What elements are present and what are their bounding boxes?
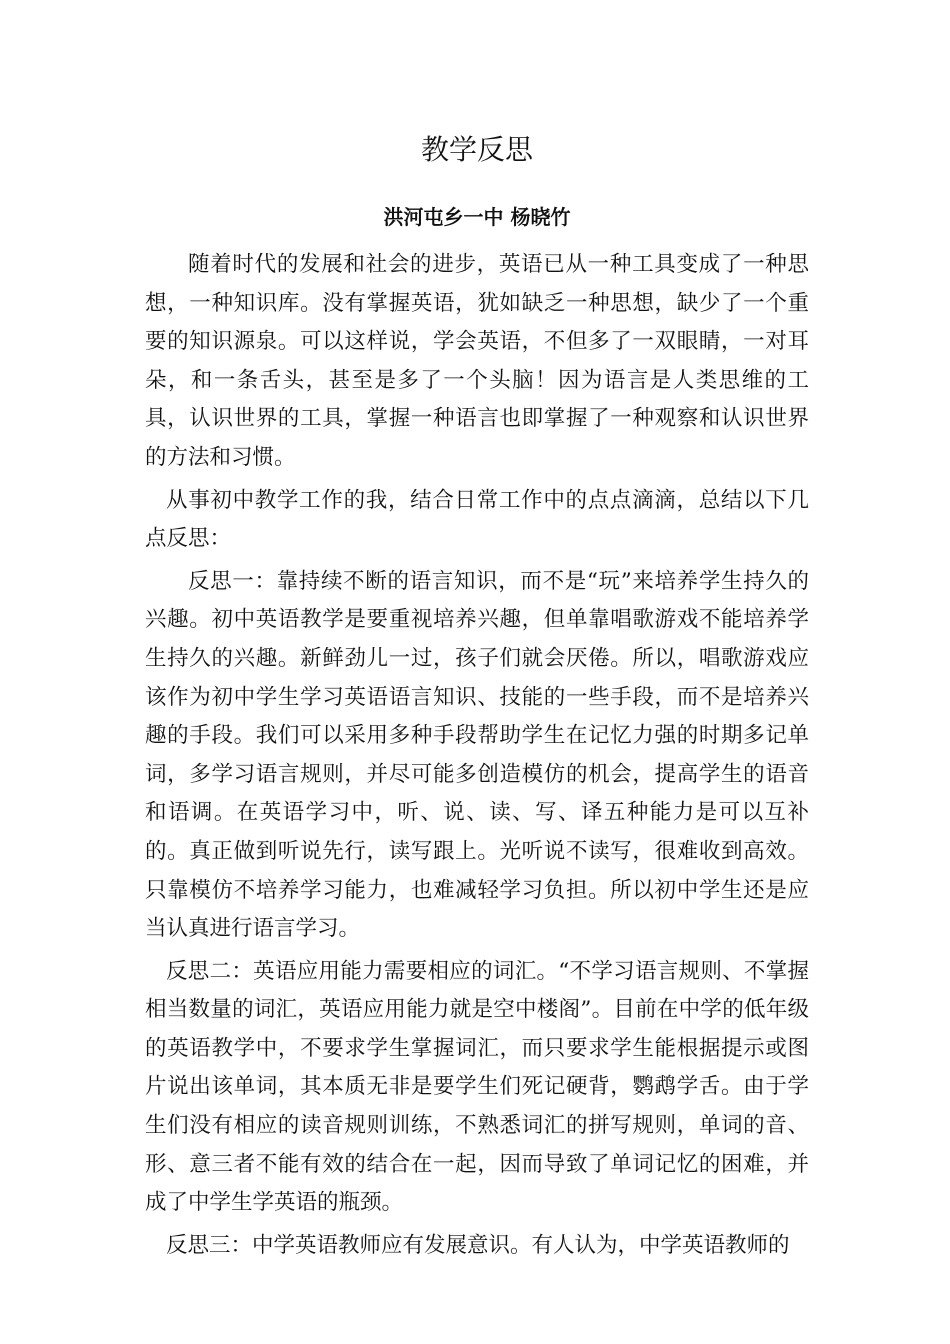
paragraph-reflection-1: 反思一：靠持续不断的语言知识，而不是“玩”来培养学生持久的兴趣。初中英语教学是要重视培养兴趣，但单靠唱歌游戏不能培养学生持久的兴趣。新鲜劲儿一过，孩子们就会厌倦。所以，唱歌游戏应该作为初中学生学习英语语言知识、技能的一些手段，而不是培养兴趣的手段。我们可以采用多种手段帮助学生在记忆力强的时期多记单词，多学习语言规则，并尽可能多创造模仿的机会，提高学生的语音和语调。在英语学习中，听、说、读、写、译五种能力是可以互补的。真正做到听说先行，读写跟上。光听说不读写，很难收到高效。只靠模仿不培养学习能力，也难减轻学习负担。所以初中学生还是应当认真进行语言学习。 <box>145 568 809 942</box>
paragraph-summary: 从事初中教学工作的我，结合日常工作中的点点滴滴，总结以下几点反思： <box>145 487 809 552</box>
document-author: 洪河屯乡一中 杨晓竹 <box>383 205 571 229</box>
paragraph-reflection-2: 反思二：英语应用能力需要相应的词汇。“不学习语言规则、不掌握相当数量的词汇，英语应用能力就是空中楼阁”。目前在中学的低年级的英语教学中，不要求学生掌握词汇，而只要求学生能根据提示或图片说出该单词，其本质无非是要学生们死记硬背，鹦鹉学舌。由于学生们没有相应的读音规则训练，不熟悉词汇的拼写规则，单词的音、形、意三者不能有效的结合在一起，因而导致了单词记忆的困难，并成了中学生学英语的瓶颈。 <box>145 958 809 1216</box>
document-page <box>145 128 809 1269</box>
paragraph-intro: 随着时代的发展和社会的进步，英语已从一种工具变成了一种思想，一种知识库。没有掌握英语，犹如缺乏一种思想，缺少了一个重要的知识源泉。可以这样说，学会英语，不但多了一双眼睛，一对耳朵，和一条舌头，甚至是多了一个头脑！因为语言是人类思维的工具，认识世界的工具，掌握一种语言也即掌握了一种观察和认识世界的方法和习惯。 <box>145 252 809 470</box>
document-title: 教学反思 <box>420 133 533 166</box>
paragraph-reflection-3: 反思三：中学英语教师应有发展意识。有人认为，中学英语教师的 <box>166 1232 790 1258</box>
